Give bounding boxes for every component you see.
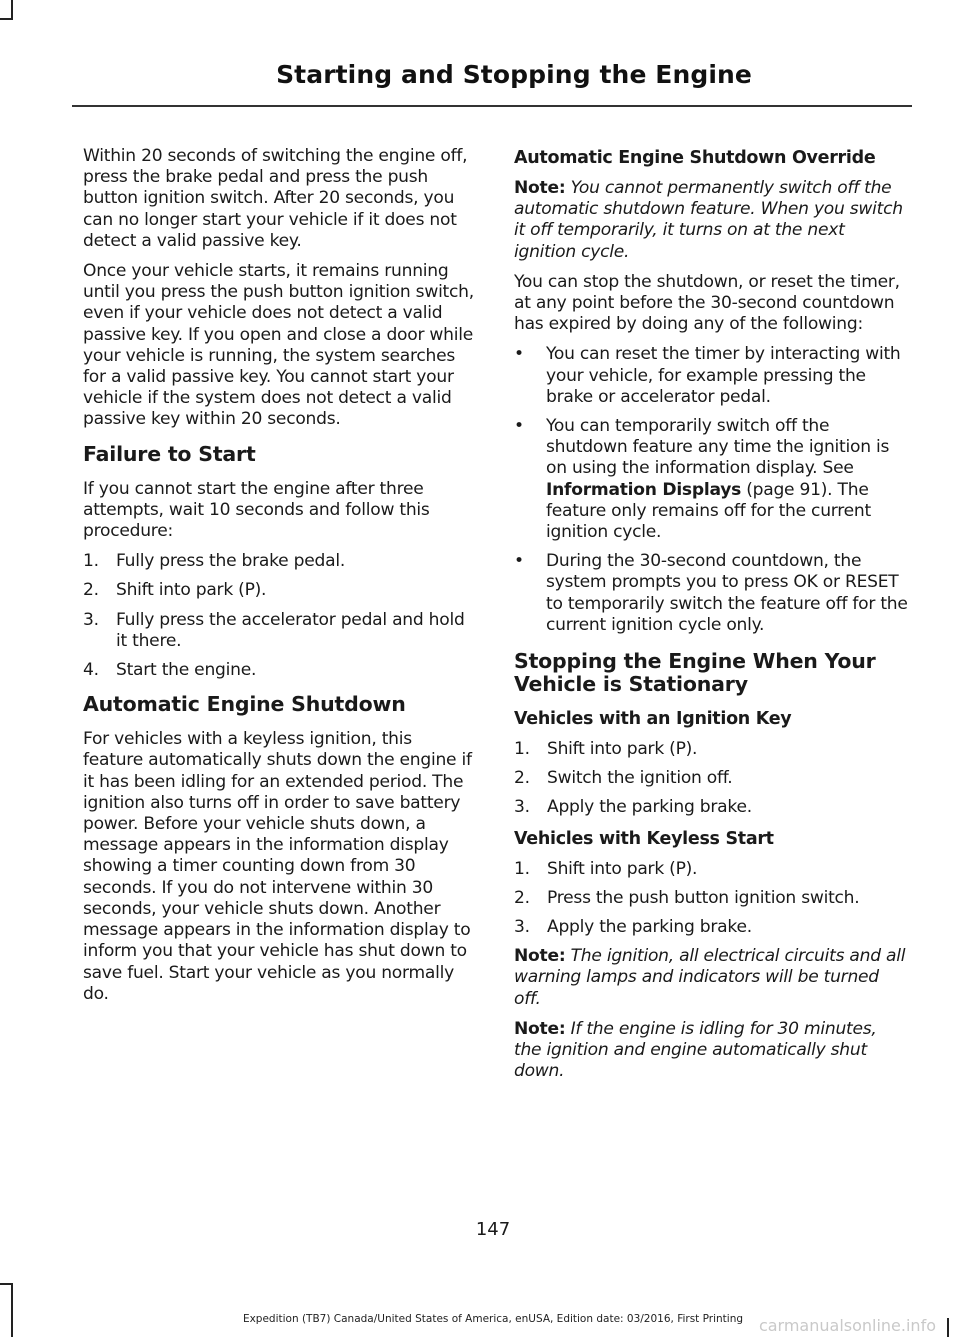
list-item bbox=[83, 580, 475, 601]
list-item bbox=[514, 888, 908, 909]
bullet-text: During the 30-second countdown, the system prompts you to press OK or RESET to temporarily switch the feature off for the current ignition cycle only. bbox=[546, 551, 908, 635]
list-text: Switch the ignition off. bbox=[547, 768, 733, 789]
paragraph: If you cannot start the engine after three attempts, wait 10 seconds and follow this procedure: bbox=[83, 478, 430, 542]
note-text: You cannot permanently switch off the automatic shutdown feature. When you switch it off temporarily, it turns on at the next ignition cycle. bbox=[514, 178, 903, 262]
watermark: carmanualsonline.info bbox=[758, 1316, 936, 1335]
list-text: Start the engine. bbox=[116, 660, 257, 681]
list-text: Press the push button ignition switch. bbox=[547, 887, 860, 908]
note bbox=[514, 1019, 908, 1083]
footer-text: Expedition (TB7) Canada/United States of America, enUSA, Edition date: 03/2016, First Printing bbox=[242, 1313, 744, 1325]
note-label: Note: bbox=[514, 946, 566, 967]
note-label: Note: bbox=[514, 178, 566, 198]
section-heading: Stopping the Engine When Your Vehicle is Stationary bbox=[514, 649, 876, 697]
bullet: • bbox=[514, 416, 524, 437]
crop-mark bbox=[0, 1283, 13, 1285]
list-text: Shift into park (P). bbox=[547, 739, 698, 760]
bullet-item bbox=[514, 551, 908, 636]
bullet-text-part: You can temporarily switch off the shutdown feature any time the ignition is on using the information display. See bbox=[546, 416, 890, 479]
bullet-text bbox=[546, 416, 908, 543]
note-text: The ignition, all electrical circuits and all warning lamps and indicators will be turned off. bbox=[514, 946, 906, 1009]
subsection-heading: Automatic Engine Shutdown Override bbox=[514, 148, 876, 168]
list-text: Shift into park (P). bbox=[547, 858, 698, 879]
subsection-heading: Vehicles with an Ignition Key bbox=[514, 709, 792, 730]
bullet-text-part: (page 91). The feature only remains off for the current ignition cycle. bbox=[546, 479, 871, 543]
list-number: 3. bbox=[514, 917, 530, 938]
crop-mark bbox=[11, 0, 13, 20]
bullet-text: You can reset the timer by interacting with your vehicle, for example pressing the brake or accelerator pedal. bbox=[546, 344, 901, 407]
section-heading: Failure to Start bbox=[83, 441, 256, 466]
paragraph: For vehicles with a keyless ignition, this feature automatically shuts down the engine if it has been idling for an extended period. The ignition also turns off in order to save battery power. Before your vehicle shuts down, a message appears in the information display showing a timer counting down from 30 seconds. If you do not intervene within 30 seconds, your vehicle shuts down. Another message appears in the information display to inform you that your vehicle has shut down to save fuel. Start your vehicle as you normally do. bbox=[83, 729, 472, 1004]
list-item bbox=[83, 551, 475, 572]
list-text: Apply the parking brake. bbox=[547, 797, 752, 818]
paragraph: Within 20 seconds of switching the engine off, press the brake pedal and press the push button ignition switch. After 20 seconds, you can no longer start your vehicle if it does not detect a valid passive key. bbox=[83, 146, 468, 251]
section-heading: Automatic Engine Shutdown bbox=[83, 692, 406, 717]
list-item bbox=[514, 917, 908, 938]
list-number: 3. bbox=[83, 609, 99, 630]
page-number: 147 bbox=[475, 1219, 511, 1240]
note-label: Note: bbox=[514, 1018, 566, 1039]
list-text: Fully press the brake pedal. bbox=[116, 551, 345, 572]
list-number: 2. bbox=[514, 887, 530, 908]
bullet: • bbox=[514, 344, 524, 365]
list-item bbox=[514, 768, 908, 789]
header-divider bbox=[72, 105, 912, 107]
list-number: 1. bbox=[514, 858, 530, 879]
cross-reference-link[interactable]: Information Displays bbox=[546, 479, 742, 500]
subsection-heading: Vehicles with Keyless Start bbox=[514, 828, 774, 849]
list-text: Shift into park (P). bbox=[116, 580, 267, 601]
note bbox=[514, 178, 908, 263]
list-number: 4. bbox=[83, 660, 99, 681]
list-item bbox=[514, 739, 908, 760]
page-title: Starting and Stopping the Engine bbox=[276, 60, 752, 89]
list-number: 1. bbox=[514, 739, 530, 760]
list-number: 3. bbox=[514, 797, 530, 818]
note-text: If the engine is idling for 30 minutes, the ignition and engine automatically shut down. bbox=[514, 1018, 877, 1082]
crop-mark bbox=[0, 18, 13, 20]
paragraph: You can stop the shutdown, or reset the timer, at any point before the 30-second countdown has expired by doing any of the following: bbox=[514, 271, 900, 335]
bullet-item bbox=[514, 344, 908, 408]
list-text: Apply the parking brake. bbox=[547, 917, 752, 938]
note bbox=[514, 946, 908, 1010]
list-item bbox=[83, 660, 475, 681]
list-text: Fully press the accelerator pedal and hold it there. bbox=[116, 609, 465, 651]
bullet-item bbox=[514, 416, 908, 543]
bullet: • bbox=[514, 551, 524, 572]
crop-mark bbox=[11, 1283, 13, 1337]
list-number: 1. bbox=[83, 551, 99, 572]
paragraph: Once your vehicle starts, it remains running until you press the push button ignition switch, even if your vehicle does not detect a valid passive key. If you open and close a door while your vehicle is running, the system searches for a valid passive key. You cannot start your vehicle if the system does not detect a valid passive key within 20 seconds. bbox=[83, 261, 474, 430]
list-number: 2. bbox=[83, 580, 99, 601]
left-column bbox=[83, 146, 475, 1014]
list-item bbox=[83, 610, 475, 652]
list-number: 2. bbox=[514, 768, 530, 789]
right-column bbox=[514, 146, 908, 1092]
list-item bbox=[514, 859, 908, 880]
list-item bbox=[514, 797, 908, 818]
